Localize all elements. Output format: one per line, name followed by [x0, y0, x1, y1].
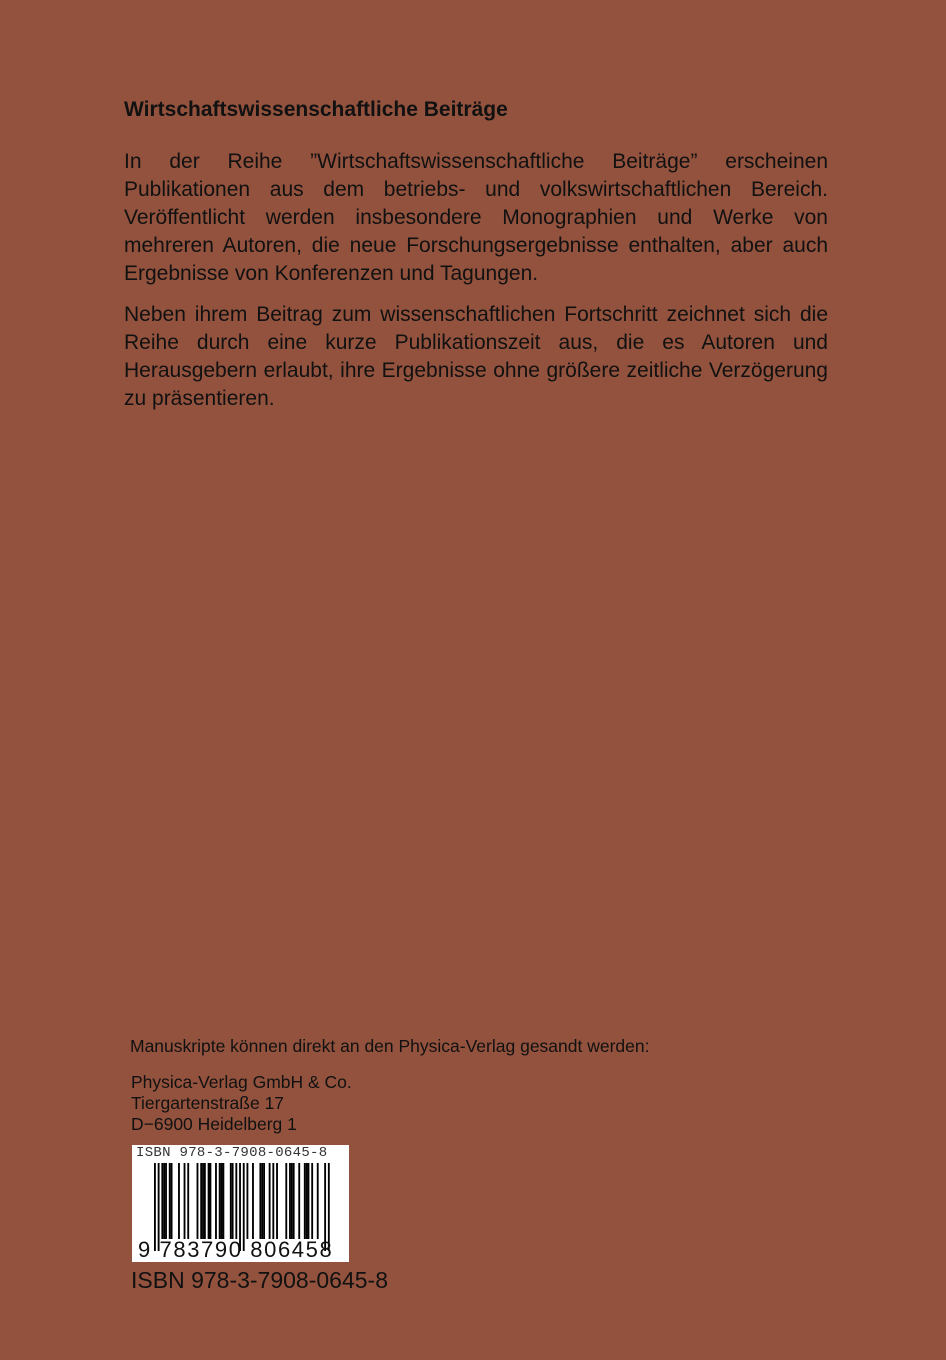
barcode-bar [210, 1163, 212, 1239]
barcode-bar [306, 1163, 308, 1239]
barcode-bar [163, 1163, 165, 1239]
barcode-bar [171, 1163, 173, 1239]
series-title: Wirtschaftswissenschaftliche Beiträge [124, 98, 508, 121]
barcode-bar [187, 1163, 189, 1239]
barcode-bar [285, 1163, 287, 1239]
barcode-digits: 9 783790 806458 [138, 1237, 334, 1262]
address-line-city: D−6900 Heidelberg 1 [131, 1114, 297, 1134]
barcode-bar [184, 1163, 186, 1239]
barcode-isbn-label: ISBN 978-3-7908-0645-8 [136, 1145, 328, 1161]
submission-note: Manuskripte können direkt an den Physica-Verlag gesandt werden: [130, 1036, 650, 1056]
barcode-bar [252, 1163, 254, 1239]
publisher-address [131, 1072, 352, 1135]
barcode-bar [289, 1163, 291, 1239]
barcode-bar [197, 1163, 199, 1239]
barcode-bar [200, 1163, 202, 1239]
barcode-bar [230, 1163, 232, 1239]
barcode-bar [269, 1163, 271, 1239]
barcode-bar [235, 1163, 237, 1239]
barcode [132, 1145, 349, 1262]
barcode-bar [208, 1163, 210, 1239]
barcode-bar [165, 1163, 167, 1239]
barcode-bar [308, 1163, 310, 1239]
barcode-bar [259, 1163, 261, 1239]
series-description: In der Reihe ”Wirtschaftswissenschaftliche Beiträge” erscheinen Publikationen aus dem betriebs- und volkswirtschaftlichen Bereich. Veröffentlicht werden insbesondere Monographien und Werke von mehreren Autoren, die neue Forschungsergebnisse enthalten, aber auch Ergebnisse von Konferenzen und Tagungen. [124, 150, 828, 285]
isbn: ISBN 978-3-7908-0645-8 [131, 1267, 388, 1293]
barcode-bar [311, 1163, 313, 1239]
barcode-bar [204, 1163, 206, 1239]
barcode-bar [232, 1163, 234, 1239]
barcode-bar [161, 1163, 163, 1239]
barcode-bar [219, 1163, 221, 1239]
barcode-bar [276, 1163, 278, 1239]
barcode-bar [247, 1163, 249, 1239]
series-benefits: Neben ihrem Beitrag zum wissenschaftlichen Fortschritt zeichnet sich die Reihe durch eine kurze Publikationszeit aus, die es Autoren und Herausgebern erlaubt, ihre Ergebnisse ohne größere zeitliche Verzögerung zu präsentieren. [124, 303, 828, 410]
barcode-bar [291, 1163, 293, 1239]
barcode-bar [304, 1163, 306, 1239]
barcode-bar [272, 1163, 274, 1239]
barcode-bar [178, 1163, 180, 1239]
barcode-bar [202, 1163, 204, 1239]
barcode-bar [261, 1163, 263, 1239]
address-line-company: Physica-Verlag GmbH & Co. [131, 1072, 352, 1092]
barcode-bar [293, 1163, 295, 1239]
barcode-bar [317, 1163, 319, 1239]
barcode-bar [263, 1163, 265, 1239]
barcode-bar [222, 1163, 224, 1239]
barcode-bar [221, 1163, 223, 1239]
address-line-street: Tiergartenstraße 17 [131, 1093, 285, 1113]
barcode-bar [215, 1163, 217, 1239]
barcode-bar [169, 1163, 171, 1239]
barcode-bar [298, 1163, 300, 1239]
